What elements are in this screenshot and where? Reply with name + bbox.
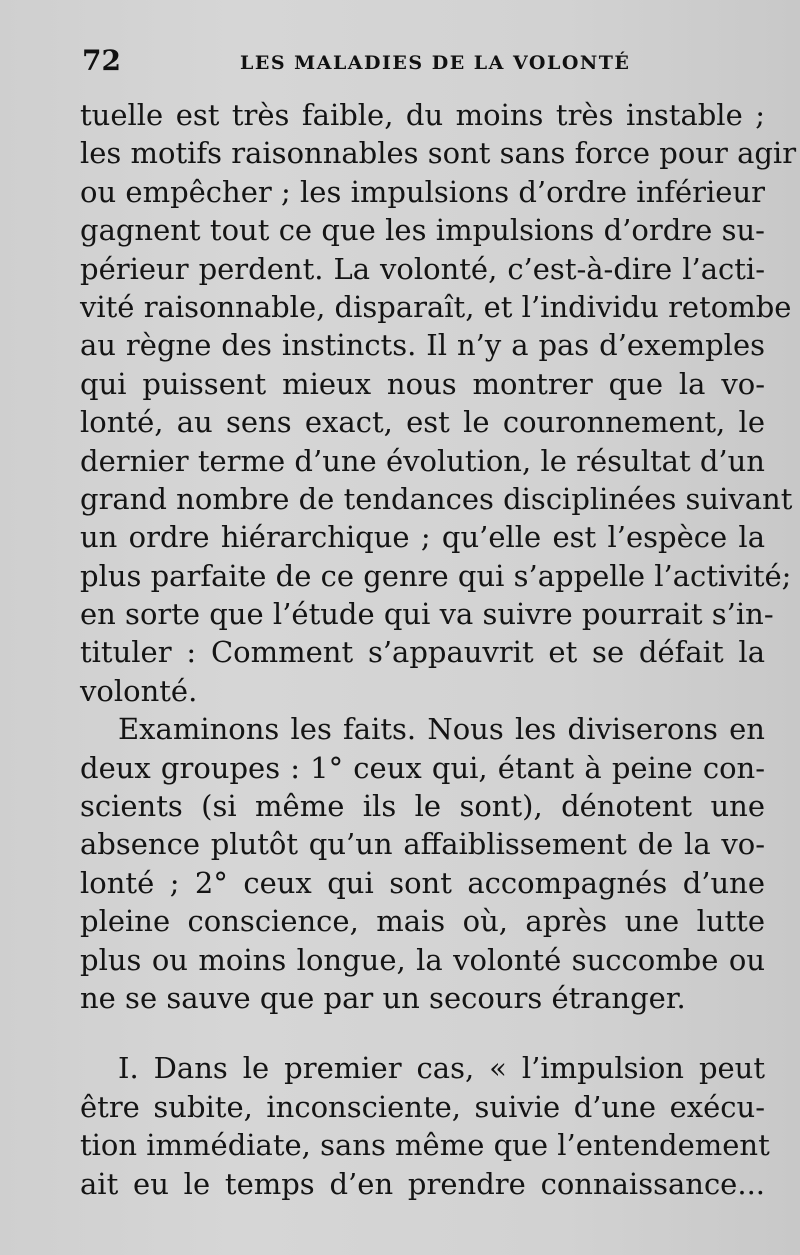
text-line: un ordre hiérarchique ; qu’elle est l’espèce la bbox=[80, 520, 765, 555]
page-header bbox=[82, 44, 762, 80]
text-line: Examinons les faits. Nous les diviserons en bbox=[118, 712, 765, 747]
paragraph-3 bbox=[80, 1049, 770, 1203]
text-line: lonté ; 2° ceux qui sont accompagnés d’une bbox=[80, 865, 765, 900]
text-line: grand nombre de tendances disciplinées suivant bbox=[80, 481, 793, 516]
text-line: deux groupes : 1° ceux qui, étant à peine con- bbox=[80, 750, 765, 785]
text-line: scients (si même ils le sont), dénotent une bbox=[80, 789, 765, 824]
text-line: ait eu le temps d’en prendre connaissance... bbox=[80, 1166, 765, 1201]
text-line: volonté. bbox=[80, 673, 198, 708]
text-line: dernier terme d’une évolution, le résultat d’un bbox=[80, 443, 765, 478]
text-line: pleine conscience, mais où, après une lutte bbox=[80, 904, 765, 939]
paragraph-1 bbox=[80, 96, 797, 710]
text-line: les motifs raisonnables sont sans force pour agir bbox=[80, 136, 797, 171]
text-line: plus ou moins longue, la volonté succombe ou bbox=[80, 942, 765, 977]
page-number: 72 bbox=[82, 44, 121, 77]
text-line: plus parfaite de ce genre qui s’appelle l’activité; bbox=[80, 558, 792, 593]
text-line: tituler : Comment s’appauvrit et se défait la bbox=[80, 635, 765, 670]
text-line: tuelle est très faible, du moins très instable ; bbox=[80, 98, 765, 132]
text-line: ne se sauve que par un secours étranger. bbox=[80, 980, 686, 1015]
text-line: vité raisonnable, disparaît, et l’individu retombe bbox=[80, 289, 792, 324]
paragraph-2 bbox=[80, 710, 765, 1017]
text-line: en sorte que l’étude qui va suivre pourrait s’in- bbox=[80, 597, 774, 632]
text-line: ou empêcher ; les impulsions d’ordre inférieur bbox=[80, 174, 765, 209]
text-line: au règne des instincts. Il n’y a pas d’exemples bbox=[80, 328, 765, 363]
body-text bbox=[80, 96, 797, 1203]
text-line: être subite, inconsciente, suivie d’une exécu- bbox=[80, 1089, 765, 1124]
text-line: tion immédiate, sans même que l’entendement bbox=[80, 1128, 770, 1163]
text-line: lonté, au sens exact, est le couronnement, le bbox=[80, 405, 765, 440]
section-gap bbox=[80, 1017, 765, 1049]
text-line: gagnent tout ce que les impulsions d’ordre su- bbox=[80, 213, 765, 248]
text-line: qui puissent mieux nous montrer que la vo- bbox=[80, 366, 765, 401]
text-line: absence plutôt qu’un affaiblissement de la vo- bbox=[80, 827, 765, 862]
text-line: périeur perdent. La volonté, c’est-à-dire l’acti- bbox=[80, 251, 765, 286]
text-line: I. Dans le premier cas, « l’impulsion peut bbox=[118, 1051, 765, 1086]
running-title: LES MALADIES DE LA VOLONTÉ bbox=[240, 52, 631, 74]
